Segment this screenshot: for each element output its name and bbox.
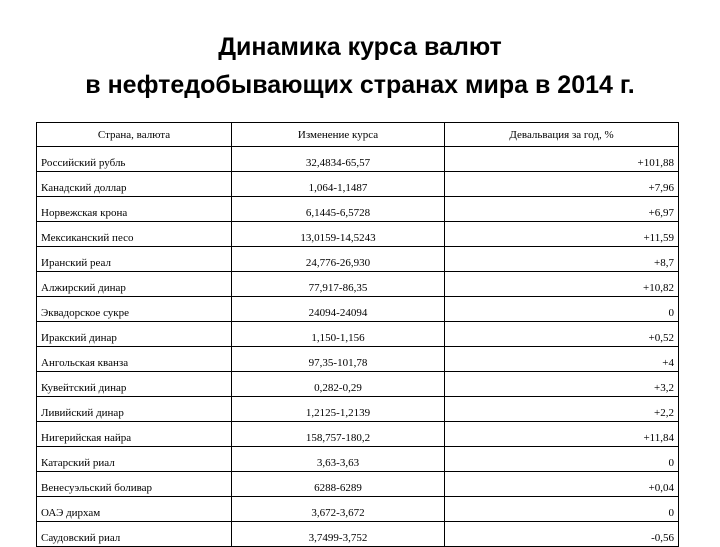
cell-rate-change: 158,757-180,2 bbox=[232, 422, 445, 447]
page-title bbox=[0, 28, 720, 104]
cell-devaluation: +8,7 bbox=[445, 247, 679, 272]
cell-country: Кувейтский динар bbox=[37, 372, 232, 397]
cell-country: ОАЭ дирхам bbox=[37, 497, 232, 522]
cell-devaluation: +4 bbox=[445, 347, 679, 372]
cell-rate-change: 1,150-1,156 bbox=[232, 322, 445, 347]
cell-rate-change: 3,63-3,63 bbox=[232, 447, 445, 472]
table-row bbox=[37, 372, 679, 397]
table-header bbox=[37, 123, 679, 147]
cell-rate-change: 97,35-101,78 bbox=[232, 347, 445, 372]
cell-devaluation: +10,82 bbox=[445, 272, 679, 297]
cell-rate-change: 6288-6289 bbox=[232, 472, 445, 497]
table-row bbox=[37, 447, 679, 472]
header-row bbox=[37, 123, 679, 147]
cell-rate-change: 1,064-1,1487 bbox=[232, 172, 445, 197]
cell-devaluation: +0,52 bbox=[445, 322, 679, 347]
table-row bbox=[37, 147, 679, 172]
cell-rate-change: 77,917-86,35 bbox=[232, 272, 445, 297]
cell-country: Нигерийская найра bbox=[37, 422, 232, 447]
cell-devaluation: +0,04 bbox=[445, 472, 679, 497]
header-devaluation: Девальвация за год, % bbox=[445, 123, 679, 147]
header-country: Страна, валюта bbox=[37, 123, 232, 147]
cell-country: Ангольская кванза bbox=[37, 347, 232, 372]
cell-devaluation: +101,88 bbox=[445, 147, 679, 172]
header-rate-change: Изменение курса bbox=[232, 123, 445, 147]
cell-rate-change: 3,7499-3,752 bbox=[232, 522, 445, 547]
cell-country: Норвежская крона bbox=[37, 197, 232, 222]
cell-devaluation: 0 bbox=[445, 297, 679, 322]
table-row bbox=[37, 397, 679, 422]
cell-devaluation: +7,96 bbox=[445, 172, 679, 197]
table-row bbox=[37, 347, 679, 372]
cell-country: Эквадорское сукре bbox=[37, 297, 232, 322]
table-row bbox=[37, 472, 679, 497]
cell-devaluation: +11,59 bbox=[445, 222, 679, 247]
table-row bbox=[37, 272, 679, 297]
cell-rate-change: 0,282-0,29 bbox=[232, 372, 445, 397]
title-line-2: в нефтедобывающих странах мира в 2014 г. bbox=[85, 71, 635, 99]
table-row bbox=[37, 247, 679, 272]
currency-table bbox=[36, 122, 679, 547]
cell-devaluation: 0 bbox=[445, 447, 679, 472]
cell-devaluation: +11,84 bbox=[445, 422, 679, 447]
cell-devaluation: +6,97 bbox=[445, 197, 679, 222]
table-row bbox=[37, 322, 679, 347]
cell-country: Иракский динар bbox=[37, 322, 232, 347]
table-row bbox=[37, 497, 679, 522]
cell-country: Иранский реал bbox=[37, 247, 232, 272]
cell-country: Венесуэльский боливар bbox=[37, 472, 232, 497]
table-row bbox=[37, 172, 679, 197]
cell-rate-change: 6,1445-6,5728 bbox=[232, 197, 445, 222]
table-row bbox=[37, 522, 679, 547]
table-row bbox=[37, 197, 679, 222]
cell-devaluation: -0,56 bbox=[445, 522, 679, 547]
cell-devaluation: 0 bbox=[445, 497, 679, 522]
cell-country: Саудовский риал bbox=[37, 522, 232, 547]
table-body bbox=[37, 147, 679, 547]
title-line-1: Динамика курса валют bbox=[218, 33, 502, 61]
cell-country: Катарский риал bbox=[37, 447, 232, 472]
cell-devaluation: +2,2 bbox=[445, 397, 679, 422]
cell-rate-change: 24094-24094 bbox=[232, 297, 445, 322]
cell-rate-change: 3,672-3,672 bbox=[232, 497, 445, 522]
cell-rate-change: 24,776-26,930 bbox=[232, 247, 445, 272]
cell-country: Мексиканский песо bbox=[37, 222, 232, 247]
cell-rate-change: 32,4834-65,57 bbox=[232, 147, 445, 172]
cell-country: Ливийский динар bbox=[37, 397, 232, 422]
cell-rate-change: 13,0159-14,5243 bbox=[232, 222, 445, 247]
cell-country: Российский рубль bbox=[37, 147, 232, 172]
table-row bbox=[37, 422, 679, 447]
table-row bbox=[37, 297, 679, 322]
cell-country: Алжирский динар bbox=[37, 272, 232, 297]
cell-rate-change: 1,2125-1,2139 bbox=[232, 397, 445, 422]
cell-devaluation: +3,2 bbox=[445, 372, 679, 397]
table-row bbox=[37, 222, 679, 247]
cell-country: Канадский доллар bbox=[37, 172, 232, 197]
